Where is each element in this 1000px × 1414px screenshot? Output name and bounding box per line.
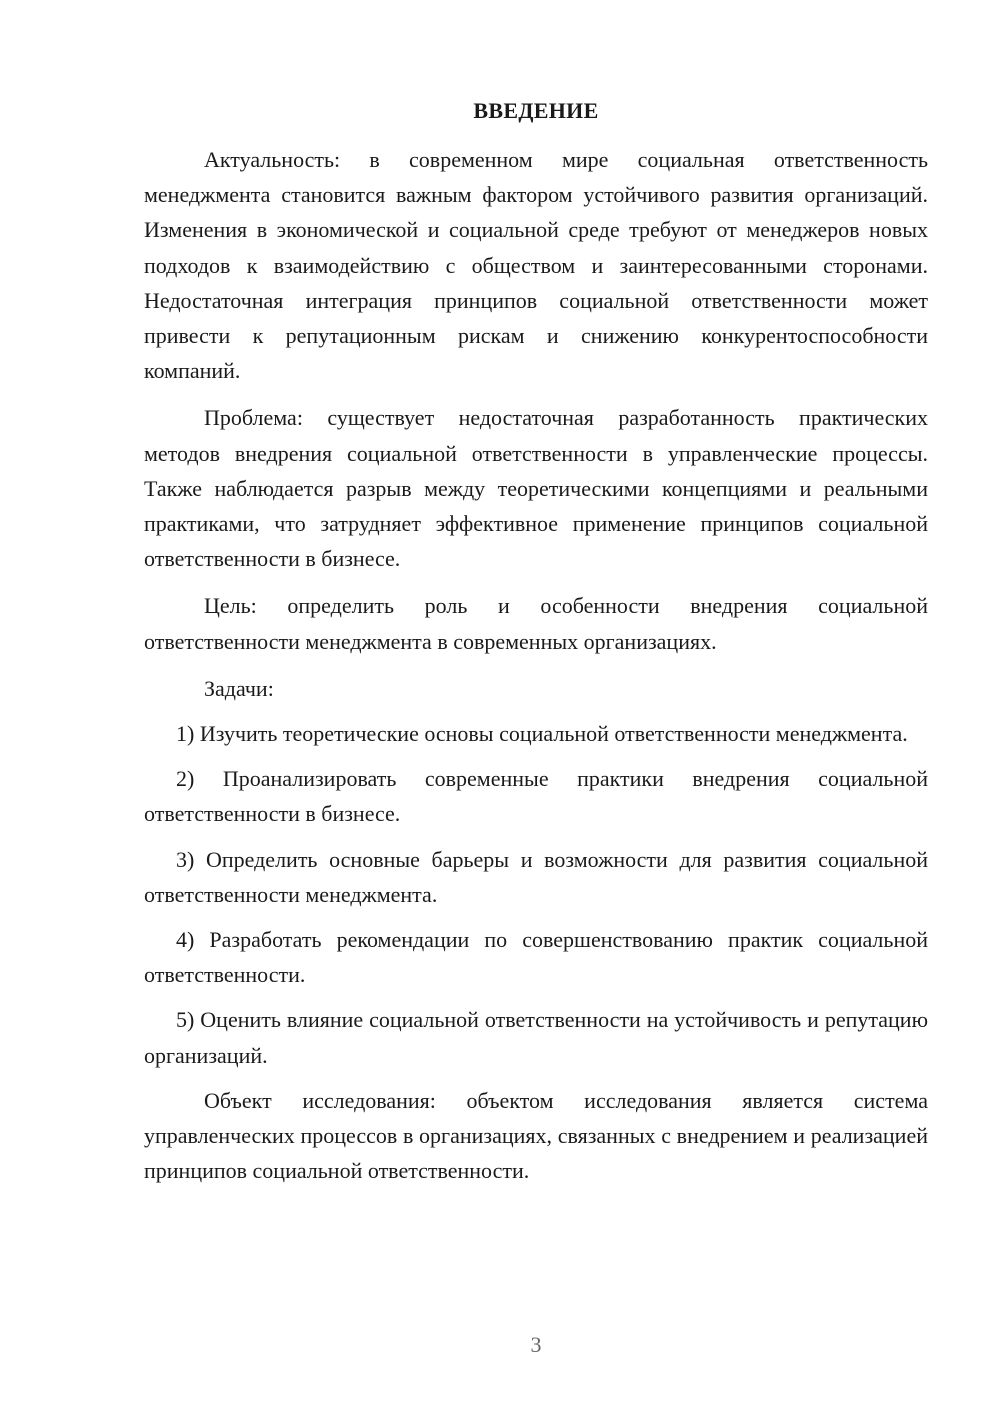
tasks-list xyxy=(144,716,928,1073)
task-item: 1) Изучить теоретические основы социальной ответственности менеджмента. xyxy=(176,721,908,747)
object-paragraph: Объект исследования: объектом исследования является система управленческих процессов в организациях, связанных с внедрением и реализацией принципов социальной ответственности. xyxy=(144,1087,928,1184)
task-item: 3) Определить основные барьеры и возможности для развития социальной ответственности менеджмента. xyxy=(144,846,928,907)
task-item: 2) Проанализировать современные практики внедрения социальной ответственности в бизнесе. xyxy=(144,766,928,827)
page-number: 3 xyxy=(530,1332,542,1357)
tasks-label: Задачи: xyxy=(204,675,274,701)
task-item: 5) Оценить влияние социальной ответственности на устойчивость и репутацию организаций. xyxy=(144,1007,928,1068)
goal-paragraph: Цель: определить роль и особенности внедрения социальной ответственности менеджмента в современных организациях. xyxy=(144,593,928,654)
relevance-paragraph: Актуальность: в современном мире социальная ответственность менеджмента становится важным фактором устойчивого развития организаций. Изменения в экономической и социальной среде требуют от менеджеров новых подходов к взаимодействию с обществом и заинтересованными сторонами. Недостаточная интеграция принципов социальной ответственности может привести к репутационным рискам и снижению конкурентоспособности компаний. xyxy=(144,147,928,384)
page-title: ВВЕДЕНИЕ xyxy=(473,98,599,123)
task-item: 4) Разработать рекомендации по совершенствованию практик социальной ответственности. xyxy=(144,927,928,988)
document-page xyxy=(144,95,928,1188)
problem-paragraph: Проблема: существует недостаточная разработанность практических методов внедрения социальной ответственности в управленческие процессы. Также наблюдается разрыв между теоретическими концепциями и реальными практиками, что затрудняет эффективное применение принципов социальной ответственности в бизнесе. xyxy=(144,405,928,572)
